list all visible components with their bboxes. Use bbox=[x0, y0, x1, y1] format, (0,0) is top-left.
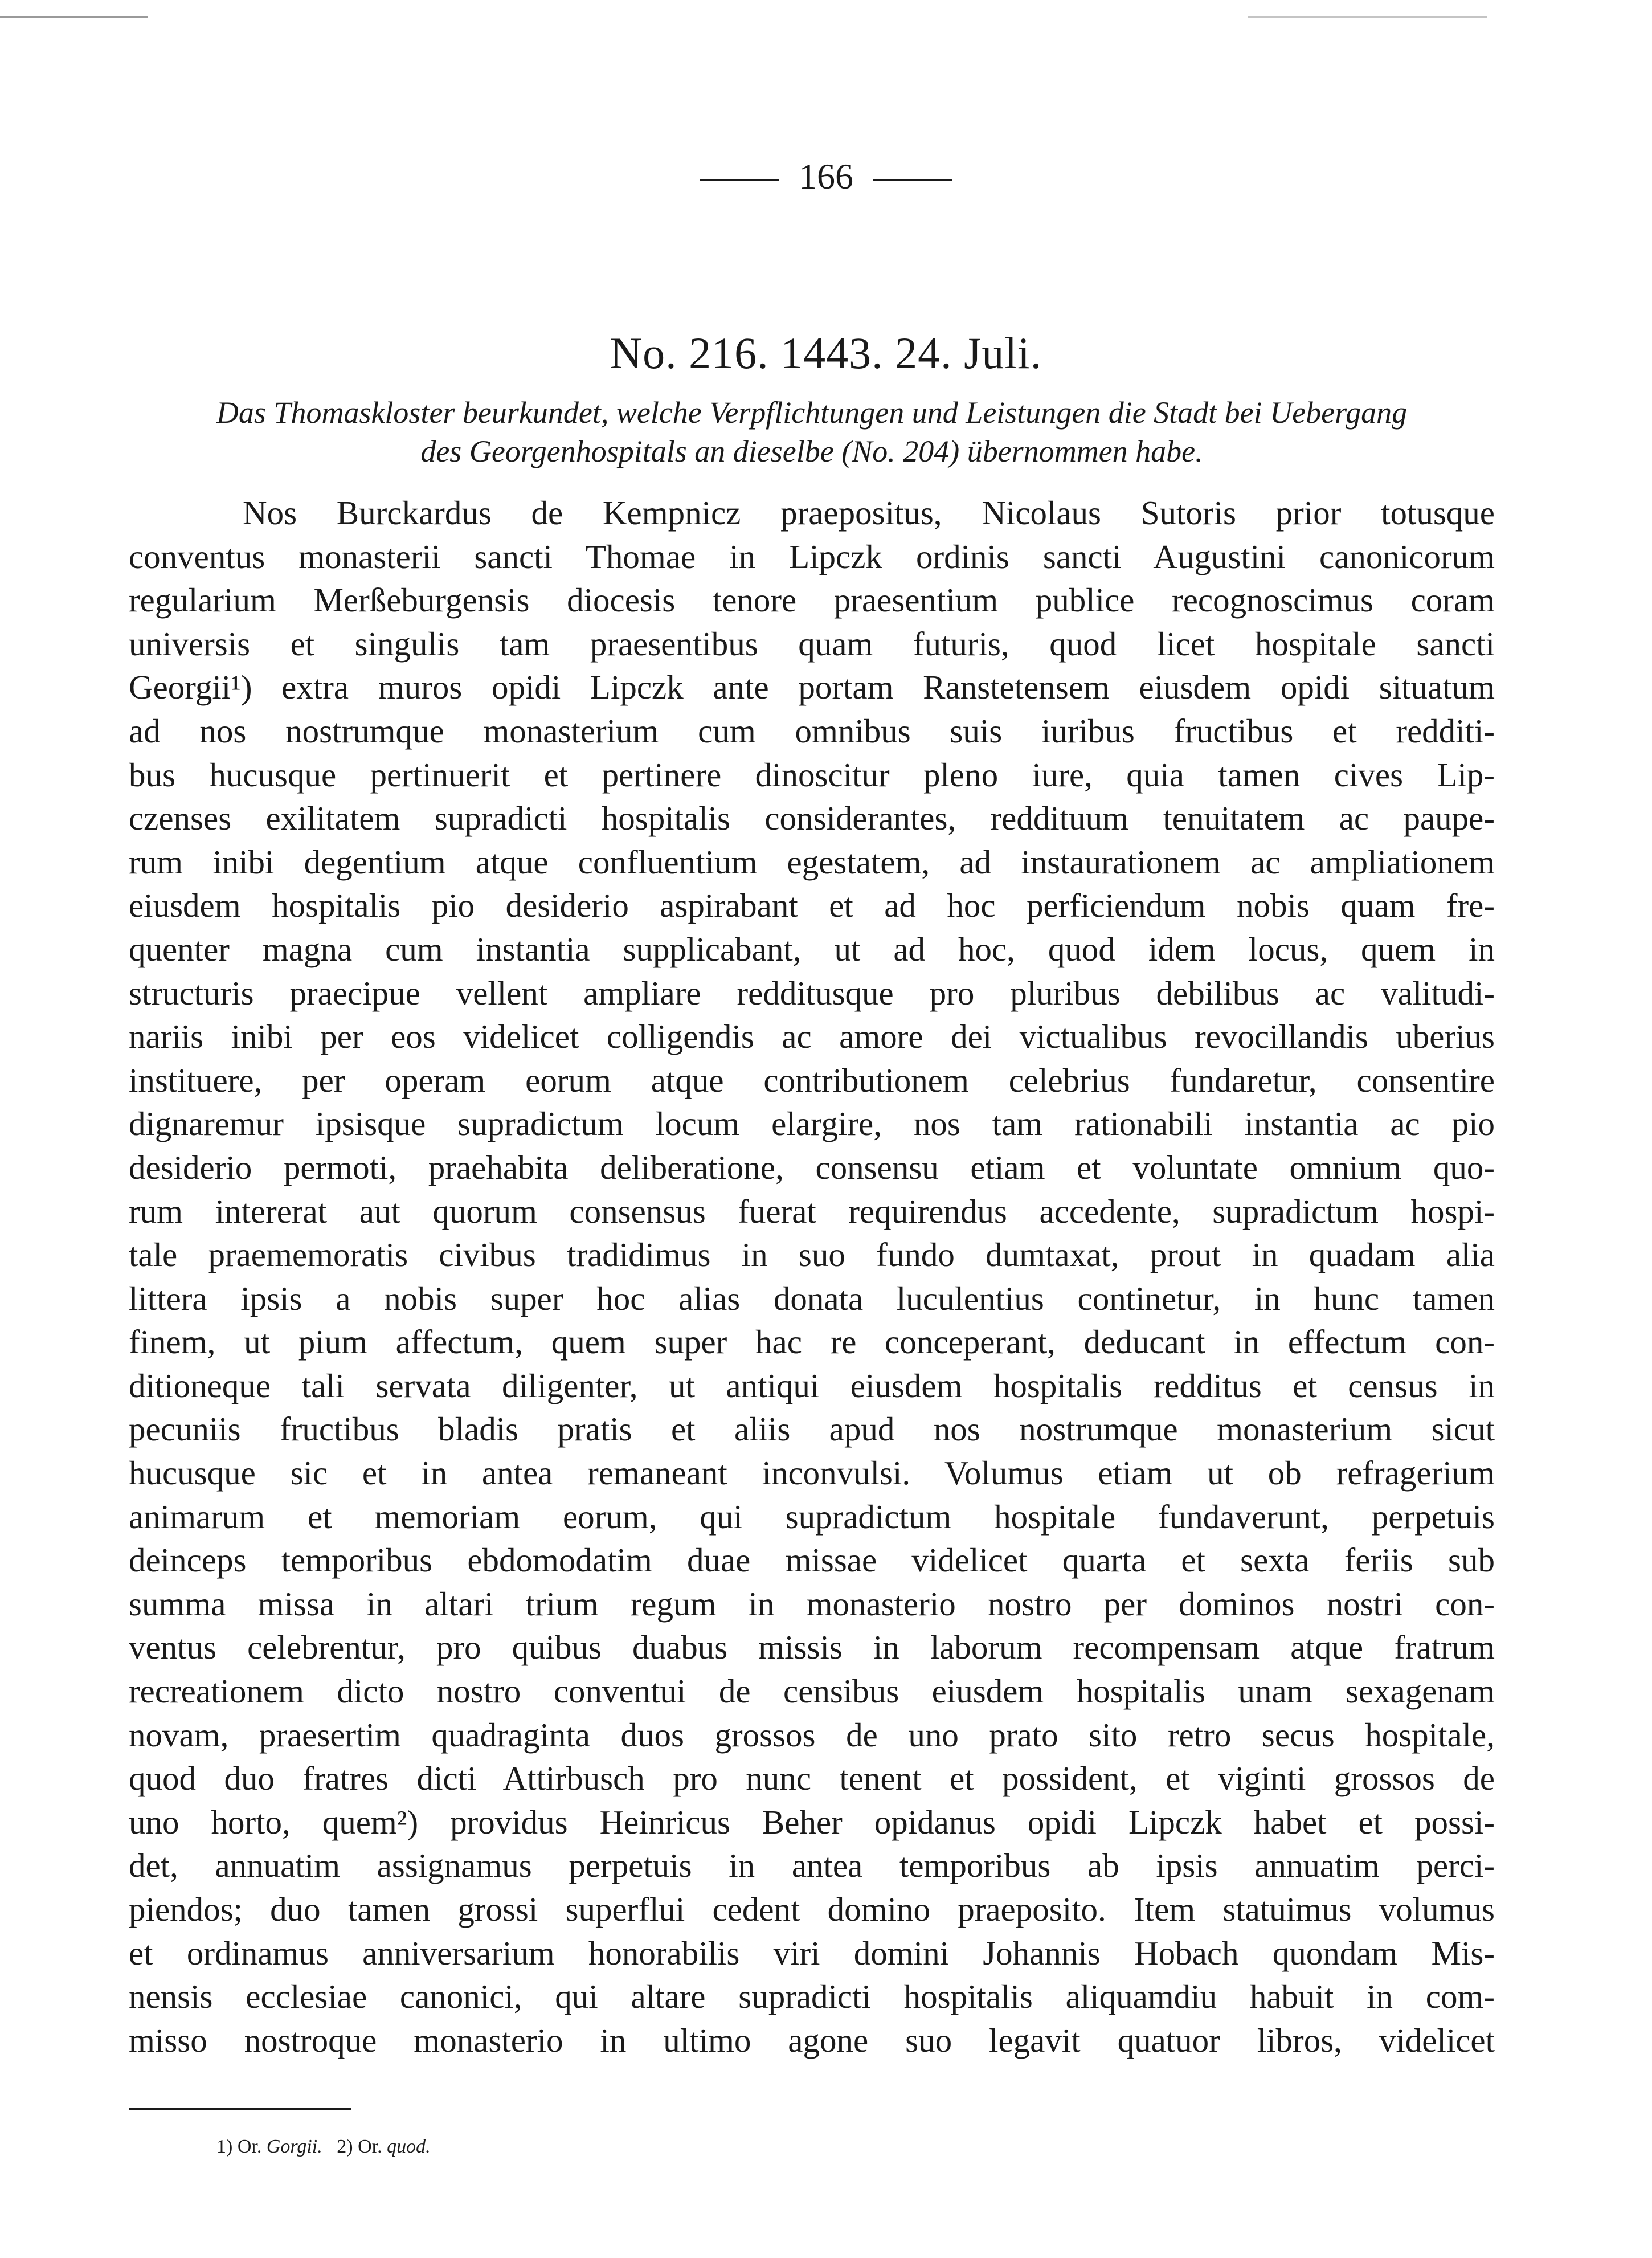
footnote-1-marker: 1) Or. bbox=[216, 2136, 262, 2157]
text-line: tale praememoratis civibus tradidimus in suo fundo dumtaxat, prout in quadam alia bbox=[129, 1236, 1495, 1274]
footnote-1-text: Gorgii. bbox=[266, 2136, 322, 2157]
text-line: finem, ut pium affectum, quem super hac re conceperant, deducant in effectum con- bbox=[129, 1323, 1495, 1361]
text-line: rum inibi degentium atque confluentium egestatem, ad instaurationem ac ampliationem bbox=[129, 843, 1495, 881]
text-line: instituere, per operam eorum atque contributionem celebrius fundaretur, consentire bbox=[129, 1061, 1495, 1099]
text-line: et ordinamus anniversarium honorabilis viri domini Johannis Hobach quondam Mis- bbox=[129, 1934, 1495, 1972]
text-line: animarum et memoriam eorum, qui supradictum hospitale fundaverunt, perpetuis bbox=[129, 1497, 1495, 1536]
text-line: quod duo fratres dicti Attirbusch pro nunc tenent et possident, et viginti grossos de bbox=[129, 1759, 1495, 1798]
text-line: det, annuatim assignamus perpetuis in antea temporibus ab ipsis annuatim perci- bbox=[129, 1847, 1495, 1885]
page-number-dash-right bbox=[873, 179, 952, 181]
text-line: Nos Burckardus de Kempnicz praepositus, Nicolaus Sutoris prior totusque bbox=[243, 494, 1495, 532]
text-line: nariis inibi per eos videlicet colligendis ac amore dei victualibus revocillandis uberius bbox=[129, 1018, 1495, 1056]
text-line: littera ipsis a nobis super hoc alias donata luculentius continetur, in hunc tamen bbox=[129, 1279, 1495, 1317]
scan-edge-line-left bbox=[0, 16, 148, 18]
text-line: hucusque sic et in antea remaneant inconvulsi. Volumus etiam ut ob refragerium bbox=[129, 1454, 1495, 1492]
text-line: pecuniis fructibus bladis pratis et aliis apud nos nostrumque monasterium sicut bbox=[129, 1410, 1495, 1448]
text-line: desiderio permoti, praehabita deliberatione, consensu etiam et voluntate omnium quo- bbox=[129, 1148, 1495, 1186]
text-line: recreationem dicto nostro conventui de censibus eiusdem hospitalis unam sexagenam bbox=[129, 1672, 1495, 1710]
text-line: ventus celebrentur, pro quibus duabus missis in laborum recompensam atque fratrum bbox=[129, 1628, 1495, 1667]
text-line: bus hucusque pertinuerit et pertinere dinoscitur pleno iure, quia tamen cives Lip- bbox=[129, 756, 1495, 794]
text-line: quenter magna cum instantia supplicabant, ut ad hoc, quod idem locus, quem in bbox=[129, 930, 1495, 968]
page-number-text: 166 bbox=[799, 156, 853, 197]
footnotes bbox=[216, 2134, 431, 2159]
document-heading: No. 216. 1443. 24. Juli. bbox=[610, 328, 1042, 378]
summary-line: Das Thomaskloster beurkundet, welche Verpflichtungen und Leistungen die Stadt bei Uebergang bbox=[216, 395, 1408, 430]
page-number bbox=[0, 154, 1652, 199]
text-line: eiusdem hospitalis pio desiderio aspirabant et ad hoc perficiendum nobis quam fre- bbox=[129, 887, 1495, 925]
summary-line: des Georgenhospitals an dieselbe (No. 204) übernommen habe. bbox=[420, 434, 1203, 468]
text-line: summa missa in altari trium regum in monasterio nostro per dominos nostri con- bbox=[129, 1585, 1495, 1623]
document-summary bbox=[131, 393, 1492, 471]
text-line: nensis ecclesiae canonici, qui altare supradicti hospitalis aliquamdiu habuit in com- bbox=[129, 1978, 1495, 2016]
text-line: ad nos nostrumque monasterium cum omnibus suis iuribus fructibus et redditi- bbox=[129, 712, 1495, 750]
text-line: dignaremur ipsisque supradictum locum elargire, nos tam rationabili instantia ac pio bbox=[129, 1105, 1495, 1143]
text-line: structuris praecipue vellent ampliare redditusque pro pluribus debilibus ac valitudi- bbox=[129, 974, 1495, 1012]
text-line: misso nostroque monasterio in ultimo agone suo legavit quatuor libros, videlicet bbox=[129, 2021, 1495, 2059]
text-line: Georgii¹) extra muros opidi Lipczk ante portam Ranstetensem eiusdem opidi situatum bbox=[129, 668, 1495, 707]
page-number-dash-left bbox=[700, 179, 779, 181]
text-line: uno horto, quem²) providus Heinricus Beher opidanus opidi Lipczk habet et possi- bbox=[129, 1803, 1495, 1841]
text-line: rum intererat aut quorum consensus fuerat requirendus accedente, supradictum hospi- bbox=[129, 1192, 1495, 1230]
text-line: conventus monasterii sancti Thomae in Lipczk ordinis sancti Augustini canonicorum bbox=[129, 537, 1495, 575]
scan-edge-line-right bbox=[1248, 16, 1487, 18]
text-line: piendos; duo tamen grossi superflui cedent domino praeposito. Item statuimus volumus bbox=[129, 1890, 1495, 1928]
footnote-2-marker: 2) Or. bbox=[337, 2136, 382, 2157]
text-line: deinceps temporibus ebdomodatim duae missae videlicet quarta et sexta feriis sub bbox=[129, 1541, 1495, 1579]
charter-text bbox=[129, 491, 1495, 2062]
text-line: regularium Merßeburgensis diocesis tenore praesentium publice recognoscimus coram bbox=[129, 581, 1495, 619]
footnote-2-text: quod. bbox=[387, 2136, 431, 2157]
text-line: universis et singulis tam praesentibus quam futuris, quod licet hospitale sancti bbox=[129, 624, 1495, 663]
footnote-rule bbox=[129, 2108, 351, 2110]
text-line: czenses exilitatem supradicti hospitalis considerantes, reddituum tenuitatem ac paupe- bbox=[129, 799, 1495, 838]
text-line: novam, praesertim quadraginta duos grossos de uno prato sito retro secus hospitale, bbox=[129, 1716, 1495, 1754]
text-line: ditioneque tali servata diligenter, ut antiqui eiusdem hospitalis redditus et census in bbox=[129, 1366, 1495, 1404]
